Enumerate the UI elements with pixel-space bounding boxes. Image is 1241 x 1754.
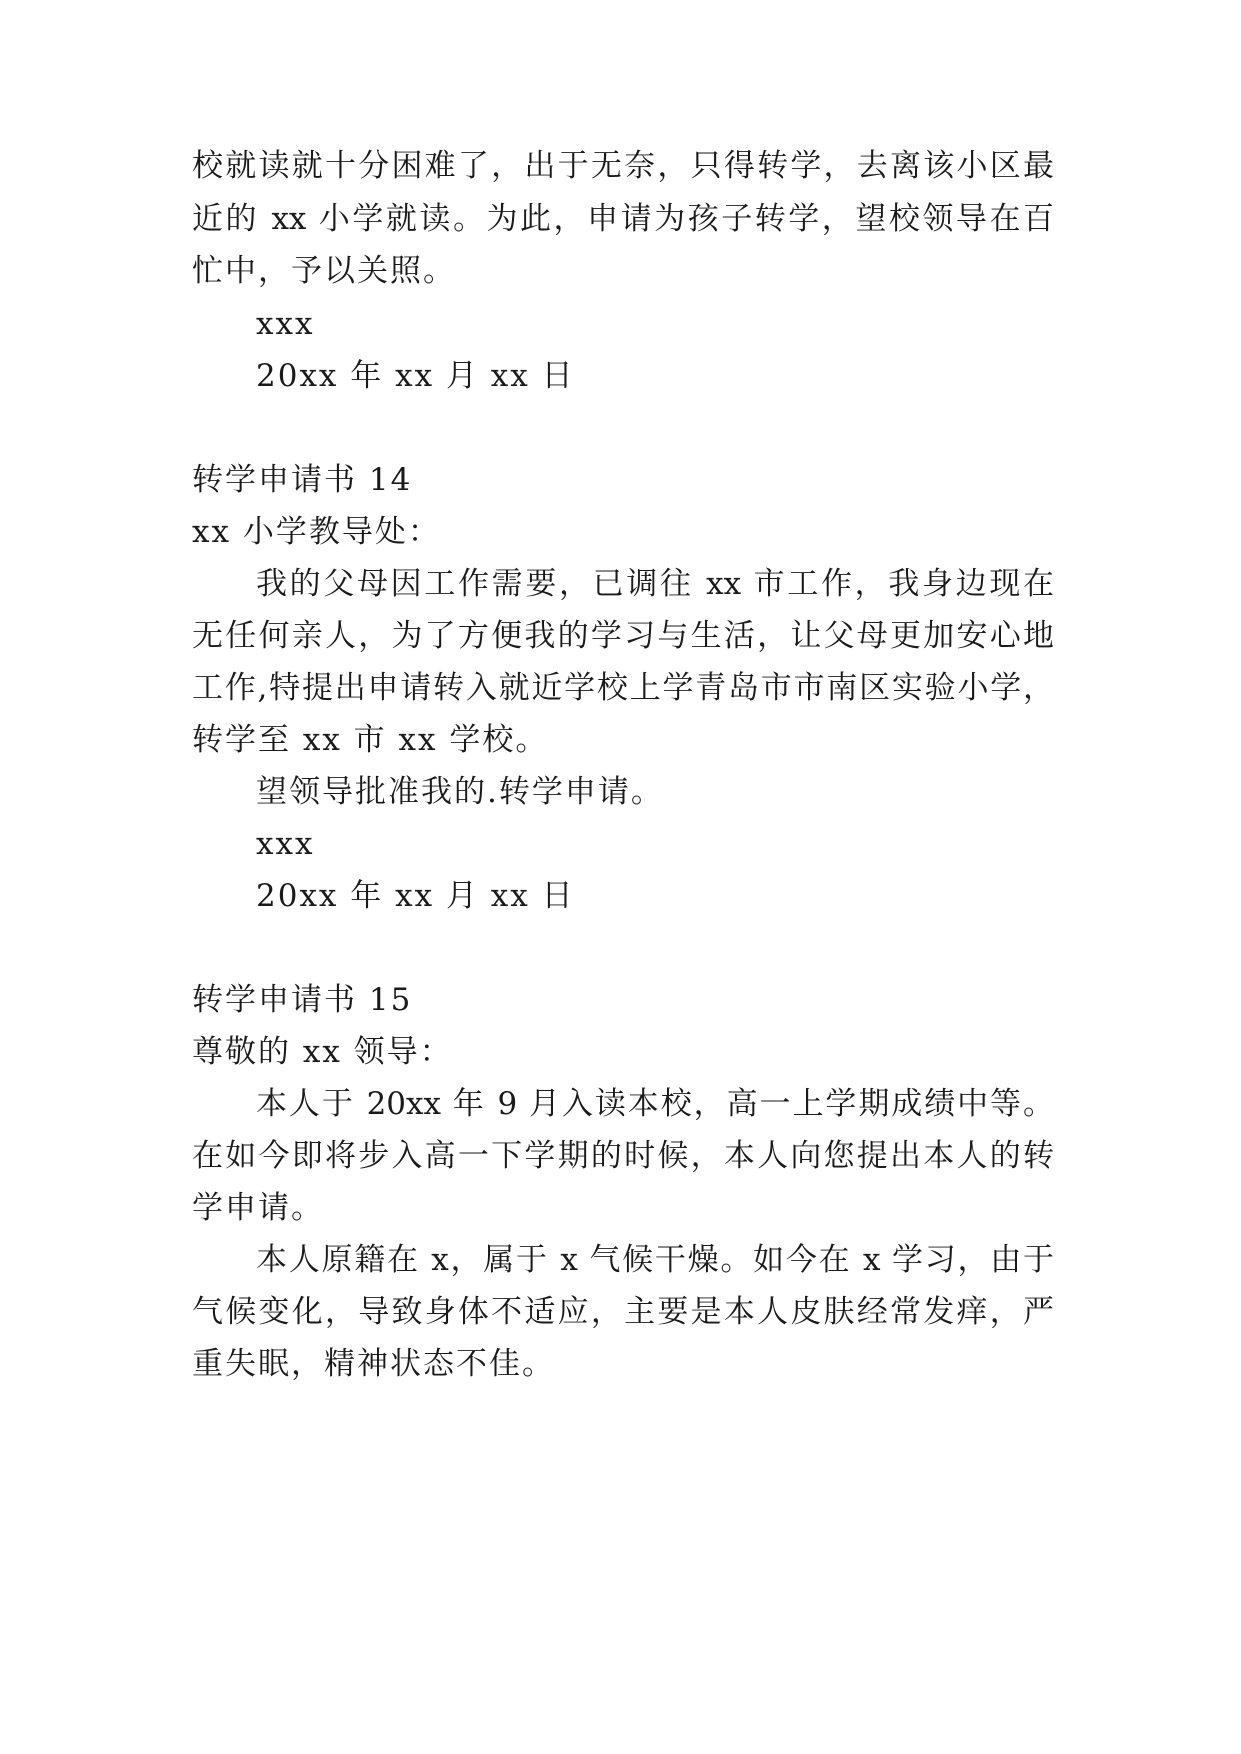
section-title: 转学申请书 14 — [192, 462, 413, 498]
date-line: 20xx 年 xx 月 xx 日 — [256, 358, 575, 394]
paragraph-line: 工作,特提出申请转入就近学校上学青岛市市南区实验小学， — [192, 670, 1054, 706]
salutation: 尊敬的 xx 领导： — [192, 1034, 453, 1070]
signature: xxx — [256, 306, 315, 342]
paragraph-line: 忙中，予以关照。 — [192, 253, 456, 289]
paragraph-line: 校就读就十分困难了，出于无奈，只得转学，去离该小区最 — [192, 148, 1054, 184]
paragraph-line: 本人于 20xx 年 9 月入读本校，高一上学期成绩中等。 — [256, 1086, 1054, 1122]
signature: xxx — [256, 826, 315, 862]
paragraph-line: 望领导批准我的.转学申请。 — [256, 774, 664, 810]
paragraph-line: 重失眠，精神状态不佳。 — [192, 1346, 555, 1382]
paragraph-line: 气候变化，导致身体不适应，主要是本人皮肤经常发痒，严 — [192, 1294, 1054, 1330]
paragraph-line: 近的 xx 小学就读。为此，申请为孩子转学，望校领导在百 — [192, 201, 1054, 237]
salutation: xx 小学教导处： — [192, 514, 441, 550]
paragraph-line: 无任何亲人，为了方便我的学习与生活，让父母更加安心地 — [192, 618, 1054, 654]
paragraph-line: 在如今即将步入高一下学期的时候，本人向您提出本人的转 — [192, 1138, 1054, 1174]
section-title: 转学申请书 15 — [192, 982, 413, 1018]
paragraph-line: 我的父母因工作需要，已调往 xx 市工作，我身边现在 — [256, 566, 1054, 602]
date-line: 20xx 年 xx 月 xx 日 — [256, 878, 575, 914]
paragraph-line: 转学至 xx 市 xx 学校。 — [192, 722, 549, 758]
paragraph-line: 学申请。 — [192, 1190, 324, 1226]
paragraph-line: 本人原籍在 x，属于 x 气候干燥。如今在 x 学习，由于 — [256, 1242, 1054, 1278]
